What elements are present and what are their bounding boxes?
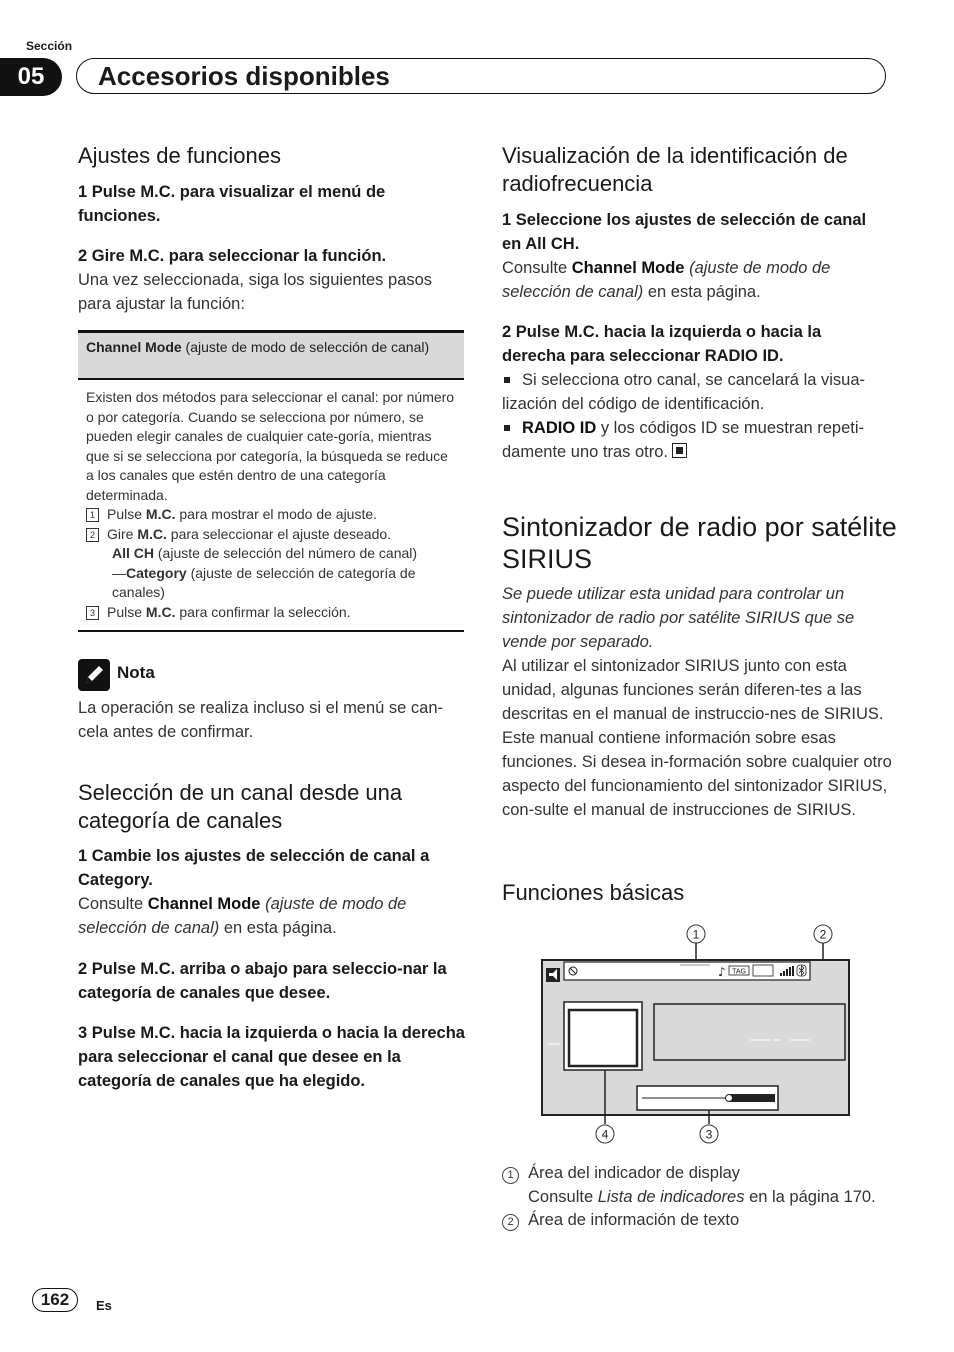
ref-text: Consulte xyxy=(528,1188,598,1206)
section-title: Accesorios disponibles xyxy=(98,61,390,91)
ref-italic: Lista de indicadores xyxy=(597,1188,745,1206)
bullet-text: Si selecciona otro canal, se cancelará la visua-lización del código de identificación. xyxy=(502,371,866,413)
legend-2-text: Área de información de texto xyxy=(528,1211,740,1229)
callout-1 xyxy=(687,925,705,960)
note-pencil-icon xyxy=(78,659,110,691)
legend-2 xyxy=(502,1208,894,1232)
callout-4-label: 4 xyxy=(601,1127,609,1142)
step-number-box: 3 xyxy=(86,606,99,620)
page-number: 162 xyxy=(32,1288,78,1312)
bluetooth-icon xyxy=(797,965,806,976)
bullet-bold: RADIO ID xyxy=(522,419,597,437)
item-text: Pulse xyxy=(107,506,146,522)
legend-1-text: Área del indicador de display xyxy=(528,1164,741,1182)
step-1: 1 Pulse M.C. para visualizar el menú de funciones. xyxy=(78,183,386,225)
text-information-area xyxy=(654,1004,845,1060)
legend-1 xyxy=(502,1161,894,1185)
callout-2-label: 2 xyxy=(819,927,827,942)
section-label: Sección xyxy=(26,39,73,53)
table-item-2 xyxy=(86,525,456,545)
item-text: para mostrar el modo de ajuste. xyxy=(175,506,378,522)
step-2-text: Una vez seleccionada, siga los siguientes pasos para ajustar la función: xyxy=(78,271,433,313)
item-text: para confirmar la selección. xyxy=(175,603,351,620)
legend-2-number: 2 xyxy=(502,1214,519,1231)
ref-bold: Channel Mode xyxy=(147,895,261,913)
end-of-section-icon xyxy=(672,443,687,458)
item-text: Pulse xyxy=(107,603,146,620)
s2-reference xyxy=(78,892,464,940)
s3-bullet-1 xyxy=(502,368,894,416)
ref-text: Consulte xyxy=(502,259,572,277)
s2-step-1: 1 Cambie los ajustes de selección de canal a Category. xyxy=(78,847,430,889)
heading-identificacion-rf: Visualización de la identificación de radiofrecuencia xyxy=(502,143,848,196)
table-header-bold: Channel Mode xyxy=(86,339,182,355)
option-text: (ajuste de selección del número de canal) xyxy=(154,545,418,561)
section-number-badge: 05 xyxy=(0,58,62,96)
bullet-icon xyxy=(504,425,510,431)
table-item-1 xyxy=(86,505,456,525)
legend-1-number: 1 xyxy=(502,1167,519,1184)
note-label: Nota xyxy=(117,663,155,682)
bullet-icon xyxy=(504,377,510,383)
ref-text: en la página 170. xyxy=(744,1188,876,1206)
table-option-1 xyxy=(86,544,456,564)
ref-text: en esta página. xyxy=(219,919,337,937)
s3-reference xyxy=(502,256,890,304)
item-bold: M.C. xyxy=(137,525,167,542)
legend-1-reference xyxy=(528,1185,898,1209)
heading-seleccion-canal: Selección de un canal desde una categoría de canales xyxy=(78,780,403,833)
option-text: (ajuste de selección de categoría de canales) xyxy=(112,564,416,600)
table-header-text: (ajuste de modo de selección de canal) xyxy=(181,339,430,355)
item-bold: M.C. xyxy=(145,506,176,522)
speaker-icon xyxy=(546,968,560,982)
option-dash: — xyxy=(112,564,126,581)
music-note-icon: ♪ xyxy=(718,965,726,979)
heading-funciones-basicas: Funciones básicas xyxy=(502,880,685,905)
box-icon xyxy=(753,965,773,976)
table-item-3 xyxy=(86,603,456,623)
item-text: para seleccionar el ajuste deseado. xyxy=(166,525,392,542)
bullet-text: y los códigos ID se muestran repeti-damente uno tras otro. xyxy=(502,419,865,461)
ref-italic: (ajuste de modo de selección de canal) xyxy=(78,895,407,937)
table-body xyxy=(78,380,464,632)
step-number-box: 2 xyxy=(86,528,99,542)
s2-step-2: 2 Pulse M.C. arriba o abajo para seleccio-nar la categoría de canales que desee. xyxy=(78,960,447,1002)
s3-step-2: 2 Pulse M.C. hacia la izquierda o hacia la derecha para seleccionar RADIO ID. xyxy=(502,323,822,365)
s2-step-3: 3 Pulse M.C. hacia la izquierda o hacia la derecha para seleccionar el canal que desee en la categoría de canales que ha elegido. xyxy=(78,1024,465,1090)
display-diagram xyxy=(500,918,860,1150)
callout-1-label: 1 xyxy=(692,927,700,942)
heading-sintonizador-sirius: Sintonizador de radio por satélite SIRIUS xyxy=(502,512,897,574)
table-header xyxy=(78,330,464,380)
step-2: 2 Gire M.C. para seleccionar la función. xyxy=(78,247,387,265)
sirius-body: Al utilizar el sintonizador SIRIUS junto con esta unidad, algunas funciones serán diferen-tes a las descritas en el manual de instruccio-nes de SIRIUS. Este manual contiene información sobre esas funciones. Si desea in-formación sobre cualquier otro aspecto del funcionamiento del sintonizador SIRIUS, con-sulte el manual de instrucciones de SIRIUS. xyxy=(502,657,892,819)
ref-text: Consulte xyxy=(78,895,148,913)
step-number-box: 1 xyxy=(86,508,99,522)
progress-knob xyxy=(726,1095,733,1102)
artwork-frame xyxy=(569,1010,637,1066)
table-option-2 xyxy=(86,564,456,603)
language-code: Es xyxy=(96,1298,112,1313)
option-bold: All CH xyxy=(112,545,154,561)
note-text: La operación se realiza incluso si el menú se can-cela antes de confirmar. xyxy=(78,699,444,741)
ref-italic: (ajuste de modo de selección de canal) xyxy=(502,259,831,301)
item-bold: M.C. xyxy=(145,603,176,620)
heading-ajustes-de-funciones: Ajustes de funciones xyxy=(78,143,282,168)
s3-bullet-2 xyxy=(502,416,894,464)
ref-bold: Channel Mode xyxy=(571,259,685,277)
sirius-intro: Se puede utilizar esta unidad para controlar un sintonizador de radio por satélite SIRIUS que se vende por separado. xyxy=(502,585,855,651)
progress-bar xyxy=(729,1094,775,1102)
tag-icon-label: TAG xyxy=(732,968,746,976)
option-bold: Category xyxy=(126,564,187,581)
ref-text: en esta página. xyxy=(643,283,761,301)
s3-step-1: 1 Seleccione los ajustes de selección de canal en All CH. xyxy=(502,211,867,253)
table-paragraph: Existen dos métodos para seleccionar el canal: por número o por categoría. Cuando se selecciona por número, se pueden elegir canales de cualquier cate-goría, mientras que si se selecciona por categoría, la búsqueda se reduce a los canales que estén dentro de una categoría determinada. xyxy=(86,389,455,503)
item-text: Gire xyxy=(107,525,138,542)
callout-3-label: 3 xyxy=(705,1127,713,1142)
